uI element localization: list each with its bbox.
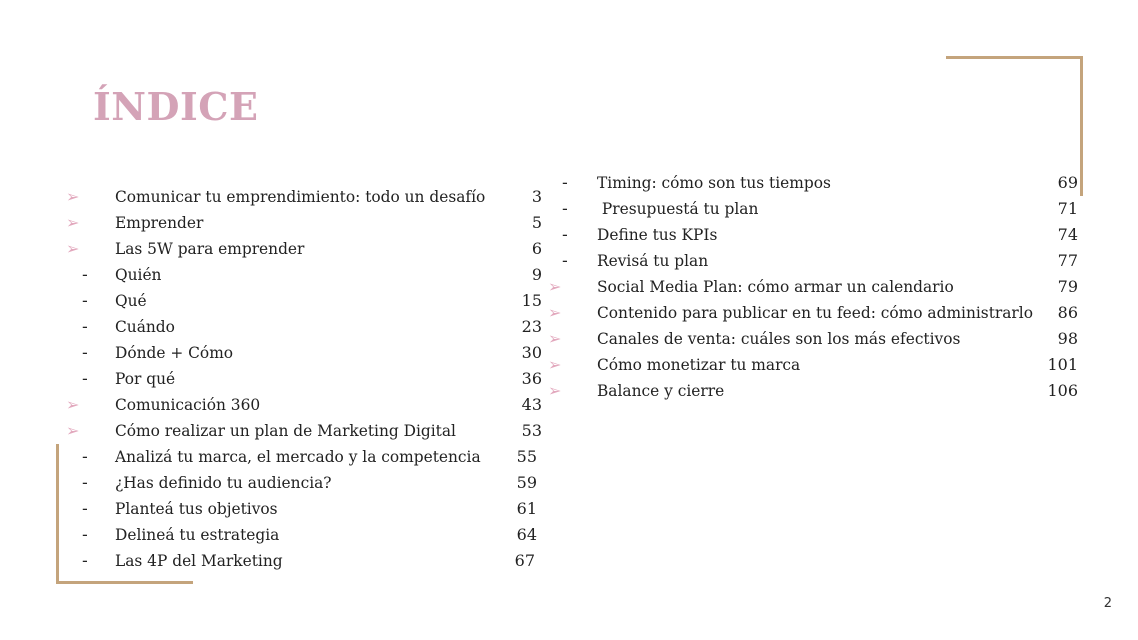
toc-item-page: 30 <box>521 343 542 362</box>
toc-item-page: 101 <box>1047 355 1078 374</box>
toc-item-page: 55 <box>516 447 537 466</box>
toc-item-page: 86 <box>1057 303 1078 322</box>
dash-bullet-icon: - <box>562 173 568 192</box>
arrow-bullet-icon: ➢ <box>66 213 80 232</box>
toc-item-label: Las 4P del Marketing <box>115 552 283 570</box>
toc-item-label: Contenido para publicar en tu feed: cómo administrarlo <box>597 304 1033 322</box>
toc-item[interactable] <box>548 248 1078 274</box>
toc-item-label: Canales de venta: cuáles son los más efectivos <box>597 330 961 348</box>
toc-item-page: 69 <box>1057 173 1078 192</box>
toc-item[interactable] <box>66 470 542 496</box>
toc-item-label: Social Media Plan: cómo armar un calendario <box>597 278 954 296</box>
toc-item-page: 43 <box>521 395 542 414</box>
toc-item-label: Comunicar tu emprendimiento: todo un desafío <box>115 188 486 206</box>
toc-item[interactable] <box>66 262 542 288</box>
arrow-bullet-icon: ➢ <box>66 239 80 258</box>
page-title: ÍNDICE <box>93 84 259 129</box>
toc-item-label: Dónde + Cómo <box>115 344 234 362</box>
toc-item[interactable] <box>66 366 542 392</box>
toc-item-label: ¿Has definido tu audiencia? <box>115 474 332 492</box>
toc-item[interactable] <box>548 378 1078 404</box>
dash-bullet-icon: - <box>82 265 88 284</box>
toc-item[interactable] <box>66 314 542 340</box>
dash-bullet-icon: - <box>82 551 88 570</box>
toc-item[interactable] <box>66 392 542 418</box>
toc-item-page: 79 <box>1057 277 1078 296</box>
toc-item[interactable] <box>548 196 1078 222</box>
toc-left-column <box>66 184 542 574</box>
toc-item-label: Cómo monetizar tu marca <box>597 356 801 374</box>
toc-item[interactable] <box>66 444 542 470</box>
arrow-bullet-icon: ➢ <box>548 355 562 374</box>
toc-item-label: Planteá tus objetivos <box>115 500 278 518</box>
dash-bullet-icon: - <box>82 291 88 310</box>
toc-item[interactable] <box>548 352 1078 378</box>
toc-item-label: Quién <box>115 266 162 284</box>
toc-item-label: Comunicación 360 <box>115 396 261 414</box>
frame-corner-bottom-left <box>56 581 193 584</box>
toc-item[interactable] <box>548 170 1078 196</box>
arrow-bullet-icon: ➢ <box>66 395 80 414</box>
toc-item[interactable] <box>66 236 542 262</box>
arrow-bullet-icon: ➢ <box>548 329 562 348</box>
dash-bullet-icon: - <box>82 473 88 492</box>
arrow-bullet-icon: ➢ <box>548 277 562 296</box>
dash-bullet-icon: - <box>82 447 88 466</box>
toc-item-label: Por qué <box>115 370 176 388</box>
toc-item-label: Timing: cómo son tus tiempos <box>597 174 831 192</box>
arrow-bullet-icon: ➢ <box>66 421 80 440</box>
toc-item-page: 74 <box>1057 225 1078 244</box>
dash-bullet-icon: - <box>562 199 568 218</box>
toc-item-label: Emprender <box>115 214 204 232</box>
toc-item-page: 77 <box>1057 251 1078 270</box>
dash-bullet-icon: - <box>82 525 88 544</box>
slide-page-number: 2 <box>1103 596 1112 611</box>
toc-item-page: 36 <box>521 369 542 388</box>
toc-item-page: 59 <box>516 473 537 492</box>
frame-corner-bottom-left-vertical <box>56 444 59 584</box>
toc-item[interactable] <box>66 418 542 444</box>
toc-item-label: Balance y cierre <box>597 382 725 400</box>
toc-item[interactable] <box>66 288 542 314</box>
toc-item-label: Delineá tu estrategia <box>115 526 280 544</box>
toc-item-label: Presupuestá tu plan <box>597 200 759 218</box>
toc-item[interactable] <box>548 326 1078 352</box>
toc-item[interactable] <box>66 496 542 522</box>
toc-item-label: Qué <box>115 292 147 310</box>
toc-item-page: 15 <box>521 291 542 310</box>
arrow-bullet-icon: ➢ <box>66 187 80 206</box>
arrow-bullet-icon: ➢ <box>548 381 562 400</box>
toc-item-page: 3 <box>531 187 542 206</box>
toc-item[interactable] <box>548 300 1078 326</box>
toc-item[interactable] <box>548 222 1078 248</box>
toc-item-page: 23 <box>521 317 542 336</box>
toc-item-label: Revisá tu plan <box>597 252 709 270</box>
toc-item-page: 64 <box>516 525 537 544</box>
frame-corner-top-right <box>946 56 1083 59</box>
dash-bullet-icon: - <box>82 343 88 362</box>
toc-item-page: 98 <box>1057 329 1078 348</box>
dash-bullet-icon: - <box>82 317 88 336</box>
toc-item[interactable] <box>66 184 542 210</box>
dash-bullet-icon: - <box>562 251 568 270</box>
toc-item[interactable] <box>66 522 542 548</box>
toc-item-page: 9 <box>531 265 542 284</box>
toc-item[interactable] <box>66 210 542 236</box>
dash-bullet-icon: - <box>82 369 88 388</box>
toc-item-page: 61 <box>516 499 537 518</box>
frame-corner-top-right-vertical <box>1080 56 1083 196</box>
toc-item-label: Cuándo <box>115 318 175 336</box>
toc-item[interactable] <box>66 340 542 366</box>
toc-item-label: Define tus KPIs <box>597 226 718 244</box>
dash-bullet-icon: - <box>562 225 568 244</box>
toc-item-page: 53 <box>521 421 542 440</box>
toc-item-page: 71 <box>1057 199 1078 218</box>
toc-item-page: 106 <box>1047 381 1078 400</box>
toc-item-page: 6 <box>531 239 542 258</box>
toc-item[interactable] <box>548 274 1078 300</box>
toc-right-column <box>548 170 1078 404</box>
toc-item-label: Analizá tu marca, el mercado y la competencia <box>115 448 481 466</box>
arrow-bullet-icon: ➢ <box>548 303 562 322</box>
dash-bullet-icon: - <box>82 499 88 518</box>
toc-item-label: Las 5W para emprender <box>115 240 305 258</box>
toc-item[interactable] <box>66 548 542 574</box>
toc-item-page: 67 <box>514 551 535 570</box>
toc-item-page: 5 <box>531 213 542 232</box>
toc-item-label: Cómo realizar un plan de Marketing Digital <box>115 422 456 440</box>
